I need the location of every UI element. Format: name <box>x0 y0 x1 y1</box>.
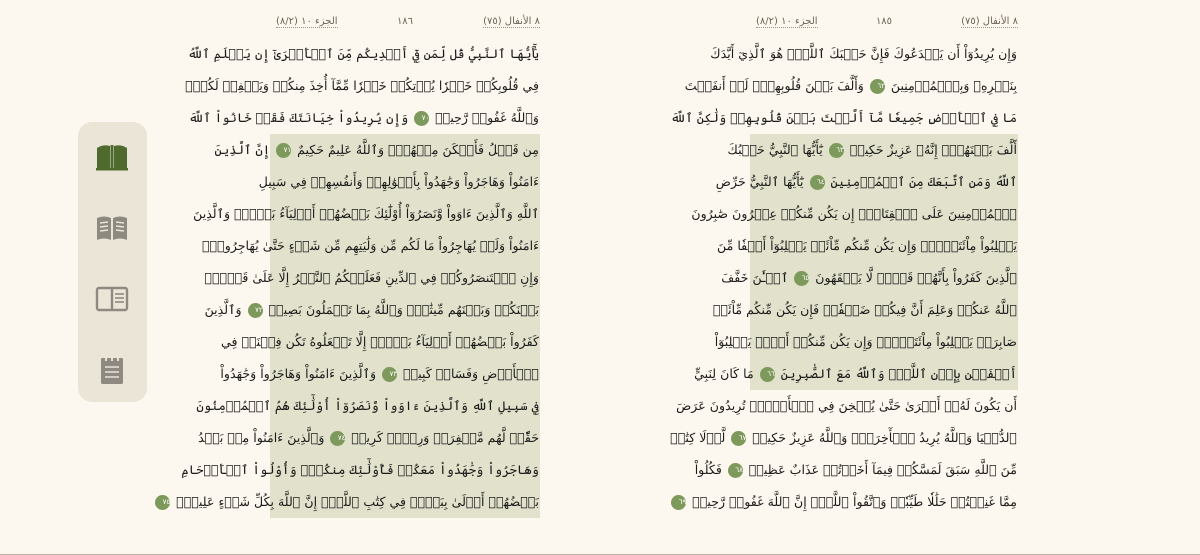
text-line[interactable]: ٱلۡمُؤۡمِنِينَ عَلَى ٱلۡقِتَالِۚ إِن يَكُن مِّنكُمۡ عِشۡرُونَ صَٰبِرُونَ <box>750 198 1018 230</box>
ayah-number-marker[interactable]: ٧١ <box>276 143 291 158</box>
surah-indicator[interactable]: ٨ الأنفال (٧٥) <box>483 16 540 27</box>
quran-page-left <box>162 14 540 518</box>
dual-page-view-button[interactable] <box>92 279 132 319</box>
text-line[interactable]: ٱلَّذِينَ كَفَرُواْ بِأَنَّهُمۡ قَوۡمٞ لَّا يَفۡقَهُونَ ٦٥ ٱلۡـَٰٔنَ خَفَّفَ <box>750 262 1018 294</box>
text-line[interactable]: كَفَرُواْ بَعۡضُهُمۡ أَوۡلِيَآءُ بَعۡضٍۚ إِلَّا تَفۡعَلُوهُ تَكُن فِتۡنَةٞ فِي <box>270 326 540 358</box>
text-line[interactable]: ءَامَنُواْ وَلَمۡ يُهَاجِرُواْ مَا لَكُم مِّن وَلَٰيَتِهِم مِّن شَيۡءٍ حَتَّىٰ يُهَاجِرُواْۚ <box>270 230 540 262</box>
page-lines <box>162 38 540 518</box>
ayah-number-marker[interactable]: ٦٩ <box>671 495 686 510</box>
text-line[interactable]: وَإِن يُرِيدُوٓاْ أَن يَخۡدَعُوكَ فَإِنَّ حَسۡبَكَ ٱللَّهُۚ هُوَ ٱلَّذِيٓ أَيَّدَكَ <box>710 46 1017 61</box>
mushaf-view-button[interactable] <box>92 137 132 177</box>
juz-indicator[interactable]: الجزء ١٠ (٨/٢) <box>276 16 338 27</box>
text-line[interactable]: ٱللَّهُ وَمَنِ ٱتَّبَعَكَ مِنَ ٱلۡمُؤۡمِنِينَ ٦٤ يَٰٓأَيُّهَا ٱلنَّبِيُّ حَرِّضِ <box>750 166 1018 198</box>
text-line[interactable]: بَيۡنَكُمۡ وَبَيۡنَهُم مِّيثَٰقٞۗ وَٱللَّهُ بِمَا تَعۡمَلُونَ بَصِيرٞ ٧٢ وَٱلَّذِينَ <box>270 294 540 326</box>
ayah-number-marker[interactable]: ٧٣ <box>382 367 397 382</box>
text-line[interactable]: أَلۡفَيۡنِ بِإِذۡنِ ٱللَّهِۗ وَٱللَّهُ مَعَ ٱلصَّٰبِرِينَ ٦٦ مَا كَانَ لِنَبِيٍّ <box>750 358 1018 390</box>
page-lines <box>670 38 1018 518</box>
text-line[interactable]: مِن قَبۡلُ فَأَمۡكَنَ مِنۡهُمۡۗ وَٱللَّهُ عَلِيمٌ حَكِيمٌ ٧١ إِنَّ ٱلَّذِينَ <box>270 134 540 166</box>
ayah-number-marker[interactable]: ٦٨ <box>728 463 743 478</box>
text-line[interactable]: صَابِرَةٞ يَغۡلِبُواْ مِاْئَتَيۡنِۚ وَإِن يَكُن مِّنكُمۡ أَلۡفٞ يَغۡلِبُوٓاْ <box>750 326 1018 358</box>
open-book-filled-icon <box>95 142 129 172</box>
text-line[interactable]: ٱلۡأَرۡضِ وَفَسَادٞ كَبِيرٞ ٧٣ وَٱلَّذِينَ ءَامَنُواْ وَهَاجَرُواْ وَجَٰهَدُواْ <box>270 358 540 390</box>
text-line[interactable]: وَهَاجَرُواْ وَجَٰهَدُواْ مَعَكُمۡ فَأُوْلَٰٓئِكَ مِنكُمۡۚ وَأُوْلُواْ ٱلۡأَرۡحَامِ <box>270 454 540 486</box>
split-page-icon <box>95 285 129 313</box>
quran-page-right <box>670 14 1018 518</box>
ayah-number-marker[interactable]: ٦٦ <box>760 367 775 382</box>
text-line[interactable]: ٱللَّهِ وَٱلَّذِينَ ءَاوَواْ وَّنَصَرُوٓاْ أُوْلَٰٓئِكَ بَعۡضُهُمۡ أَوۡلِيَآءُ بَعۡضٖۚ وَٱلَّذِينَ <box>270 198 540 230</box>
page-number: ١٨٦ <box>396 16 414 27</box>
text-line[interactable]: بَعۡضُهُمۡ أَوۡلَىٰ بِبَعۡضٖ فِي كِتَٰبِ ٱللَّهِۚ إِنَّ ٱللَّهَ بِكُلِّ شَيۡءٍ عَلِيمُۢ ٧٥ <box>270 486 540 518</box>
ayah-number-marker[interactable]: ٦٢ <box>870 79 885 94</box>
text-line[interactable]: فِي سَبِيلِ ٱللَّهِ وَٱلَّذِينَ ءَاوَواْ وَّنَصَرُوٓاْ أُوْلَٰٓئِكَ هُمُ ٱلۡمُؤۡمِنُونَ <box>270 390 540 422</box>
text-line[interactable]: يَغۡلِبُواْ مِاْئَتَيۡنِۚ وَإِن يَكُن مِّنكُم مِّاْئَةٞ يَغۡلِبُوٓاْ أَلۡفٗا مِّنَ <box>750 230 1018 262</box>
text-line[interactable]: مِّنَ ٱللَّهِ سَبَقَ لَمَسَّكُمۡ فِيمَآ أَخَذۡتُمۡ عَذَابٌ عَظِيمٞ ٦٨ فَكُلُواْ <box>694 462 1017 477</box>
ayah-number-marker[interactable]: ٧٥ <box>155 495 170 510</box>
text-line[interactable]: وَٱللَّهُ غَفُورٞ رَّحِيمٞ ٧٠ وَإِن يُرِيدُواْ خِيَانَتَكَ فَقَدۡ خَانُواْ ٱللَّهَ <box>188 110 539 125</box>
ayah-number-marker[interactable]: ٧٢ <box>248 303 263 318</box>
view-mode-toolbar <box>78 122 147 402</box>
text-line[interactable]: ٱلدُّنۡيَا وَٱللَّهُ يُرِيدُ ٱلۡأٓخِرَةَۗ وَٱللَّهُ عَزِيزٌ حَكِيمٞ ٦٧ لَّوۡلَا كِتَٰبٞ <box>670 430 1017 445</box>
ayah-number-marker[interactable]: ٦٥ <box>794 271 809 286</box>
page-header <box>750 14 1018 32</box>
text-line[interactable]: حَقّٗاۚ لَّهُم مَّغۡفِرَةٞ وَرِزۡقٞ كَرِيمٞ ٧٤ وَٱلَّذِينَ ءَامَنُواْ مِنۢ بَعۡدُ <box>270 422 540 454</box>
text-line[interactable]: مِمَّا غَنِمۡتُمۡ حَلَٰلٗا طَيِّبٗاۚ وَٱتَّقُواْ ٱللَّهَۚ إِنَّ ٱللَّهَ غَفُورٞ رَّحِيمٞ ٦٩ <box>750 486 1018 518</box>
ayah-number-marker[interactable]: ٧٤ <box>330 431 345 446</box>
text-line[interactable]: ٱللَّهُ عَنكُمۡ وَعَلِمَ أَنَّ فِيكُمۡ ضَعۡفٗاۚ فَإِن يَكُن مِّنكُم مِّاْئَةٞ <box>750 294 1018 326</box>
ayah-number-marker[interactable]: ٦٤ <box>810 175 825 190</box>
text-line[interactable]: أَلَّفَ بَيۡنَهُمۡۚ إِنَّهُۥ عَزِيزٌ حَكِيمٞ ٦٣ يَٰٓأَيُّهَا ٱلنَّبِيُّ حَسۡبُكَ <box>750 134 1018 166</box>
ayah-number-marker[interactable]: ٦٧ <box>731 431 746 446</box>
text-line[interactable]: مَا فِي ٱلۡأَرۡضِ جَمِيعٗا مَّآ أَلَّفۡتَ بَيۡنَ قُلُوبِهِمۡ وَلَٰكِنَّ ٱللَّهَ <box>670 110 1017 125</box>
notepad-icon <box>97 353 127 387</box>
ayah-number-marker[interactable]: ٧٠ <box>414 111 429 126</box>
text-line[interactable]: بِنَصۡرِهِۦ وَبِٱلۡمُؤۡمِنِينَ ٦٢ وَأَلَّفَ بَيۡنَ قُلُوبِهِمۡۚ لَوۡ أَنفَقۡتَ <box>684 78 1017 93</box>
text-line[interactable]: فِي قُلُوبِكُمۡ خَيۡرٗا يُؤۡتِكُمۡ خَيۡرٗا مِّمَّآ أُخِذَ مِنكُمۡ وَيَغۡفِرۡ لَكُمۡۚ <box>185 78 539 93</box>
surah-indicator[interactable]: ٨ الأنفال (٧٥) <box>961 16 1018 27</box>
juz-indicator[interactable]: الجزء ١٠ (٨/٢) <box>756 16 818 27</box>
reading-view-button[interactable] <box>92 208 132 248</box>
page-number: ١٨٥ <box>875 16 893 27</box>
open-book-outline-icon <box>95 213 129 243</box>
text-line[interactable]: أَن يَكُونَ لَهُۥٓ أَسۡرَىٰ حَتَّىٰ يُثۡخِنَ فِي ٱلۡأَرۡضِۚ تُرِيدُونَ عَرَضَ <box>676 398 1017 413</box>
notes-view-button[interactable] <box>92 350 132 390</box>
text-line[interactable]: وَإِنِ ٱسۡتَنصَرُوكُمۡ فِي ٱلدِّينِ فَعَلَيۡكُمُ ٱلنَّصۡرُ إِلَّا عَلَىٰ قَوۡمِۭ <box>270 262 540 294</box>
text-line[interactable]: يَٰٓأَيُّهَا ٱلنَّبِيُّ قُل لِّمَن فِيٓ أَيۡدِيكُم مِّنَ ٱلۡأَسۡرَىٰٓ إِن يَعۡلَمِ ٱللَّهُ <box>187 46 539 61</box>
ayah-number-marker[interactable]: ٦٣ <box>829 143 844 158</box>
text-line[interactable]: ءَامَنُواْ وَهَاجَرُواْ وَجَٰهَدُواْ بِأَمۡوَٰلِهِمۡ وَأَنفُسِهِمۡ فِي سَبِيلِ <box>270 166 540 198</box>
page-header <box>270 14 540 32</box>
